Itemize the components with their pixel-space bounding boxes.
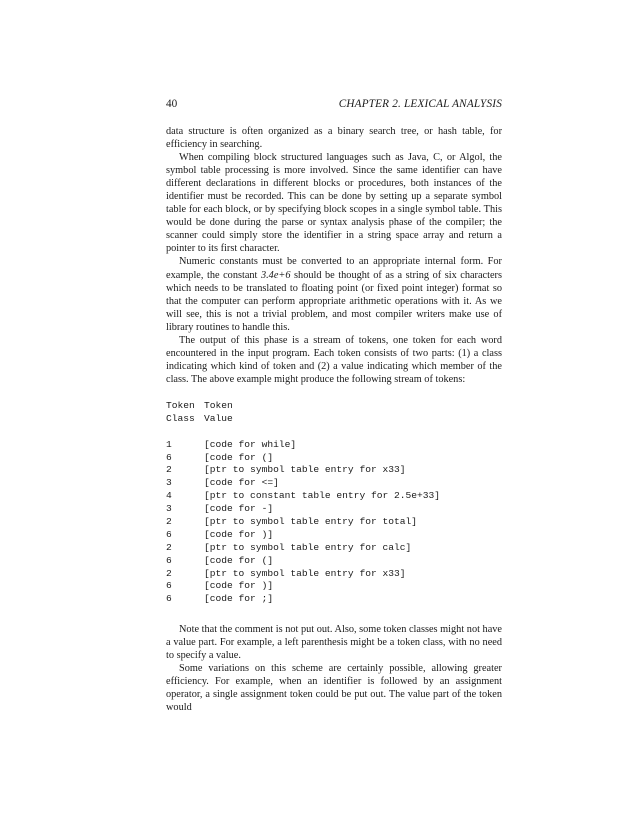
token-class: 3 <box>166 477 172 489</box>
token-value: [ptr to symbol table entry for x33] <box>204 464 406 476</box>
column-header-value-1: Token <box>204 400 233 411</box>
token-value: [code for )] <box>204 580 274 592</box>
token-class: 2 <box>166 567 172 579</box>
token-row <box>166 503 440 516</box>
token-value: [code for )] <box>204 528 274 540</box>
paragraph-variations: Some variations on this scheme are certainly possible, allowing greater efficiency. For example, when an identifier is followed by an assignment operator, a single assignment token could be put out. The value part of the token would <box>166 663 502 714</box>
token-class: 4 <box>166 490 172 502</box>
token-table-header-row <box>166 413 440 426</box>
token-value: [ptr to symbol table entry for calc] <box>204 541 412 553</box>
token-value: [code for (] <box>204 451 274 463</box>
paragraph-numeric-constants: Numeric constants must be converted to an appropriate internal form. For example, the constant 3.4e+6 should be thought of as a string of six characters which needs to be translated to floating point (or fixed point integer) format so that the computer can perform appropriate arithmetic operations with it. As we will see, this is not a trivial problem, and most compiler writers make use of library routines to handle this. <box>166 256 502 333</box>
token-value: [code for (] <box>204 554 274 566</box>
table-gap <box>166 426 440 439</box>
token-value: [ptr to symbol table entry for total] <box>204 516 418 528</box>
token-row <box>166 516 440 529</box>
paragraph-symbol-table-intro: data structure is often organized as a binary search tree, or hash table, for efficiency in searching. <box>166 126 502 151</box>
token-class: 6 <box>166 451 172 463</box>
token-row <box>166 555 440 568</box>
running-title: CHAPTER 2. LEXICAL ANALYSIS <box>338 98 502 110</box>
token-class: 2 <box>166 541 172 553</box>
token-class: 3 <box>166 503 172 515</box>
column-header-value-2: Value <box>204 412 233 424</box>
column-header-class-1: Token <box>166 400 195 411</box>
token-value: [ptr to symbol table entry for x33] <box>204 567 406 579</box>
token-value: [code for <=] <box>204 477 279 489</box>
token-class: 1 <box>166 438 172 450</box>
token-class: 6 <box>166 580 172 592</box>
token-row <box>166 490 440 503</box>
page-header <box>166 98 502 112</box>
column-header-class-2: Class <box>166 412 195 424</box>
paragraph-block-structured: When compiling block structured languages such as Java, C, or Algol, the symbol table processing is more involved. Since the same identifier can have different declarations in different blocks or procedures, both instances of the identifier must be recorded. This can be done by setting up a separate symbol table for each block, or by specifying block scopes in a single symbol table. This would be done during the parse or syntax analysis phase of the compiler; the scanner could simply store the identifier in a string space array and return a pointer to its first character. <box>166 152 502 255</box>
token-row <box>166 477 440 490</box>
constant-example: 3.4e+6 <box>260 269 291 281</box>
token-value: [ptr to constant table entry for 2.5e+33] <box>204 490 441 502</box>
token-row <box>166 464 440 477</box>
token-row <box>166 580 440 593</box>
body-text-top <box>166 125 502 386</box>
token-row <box>166 568 440 581</box>
page-number: 40 <box>166 98 178 110</box>
token-row <box>166 529 440 542</box>
token-row <box>166 593 440 606</box>
paragraph-comment-note: Note that the comment is not put out. Also, some token classes might not have a value part. For example, a left parenthesis might be a token class, with no need to specify a value. <box>166 624 502 662</box>
token-stream-listing <box>166 400 440 606</box>
token-value: [code for -] <box>204 503 274 515</box>
token-class: 2 <box>166 464 172 476</box>
token-class: 6 <box>166 528 172 540</box>
token-row <box>166 542 440 555</box>
token-value: [code for ;] <box>204 593 274 605</box>
token-class: 6 <box>166 593 172 605</box>
token-row <box>166 439 440 452</box>
token-table-header-row <box>166 400 440 413</box>
token-class: 6 <box>166 554 172 566</box>
token-row <box>166 452 440 465</box>
token-value: [code for while] <box>204 438 297 450</box>
body-text-bottom <box>166 623 502 714</box>
paragraph-token-output: The output of this phase is a stream of tokens, one token for each word encountered in the input program. Each token consists of two parts: (1) a class indicating which kind of token and (2) a value indicating which member of the class. The above example might produce the following stream of tokens: <box>166 334 502 385</box>
token-class: 2 <box>166 516 172 528</box>
